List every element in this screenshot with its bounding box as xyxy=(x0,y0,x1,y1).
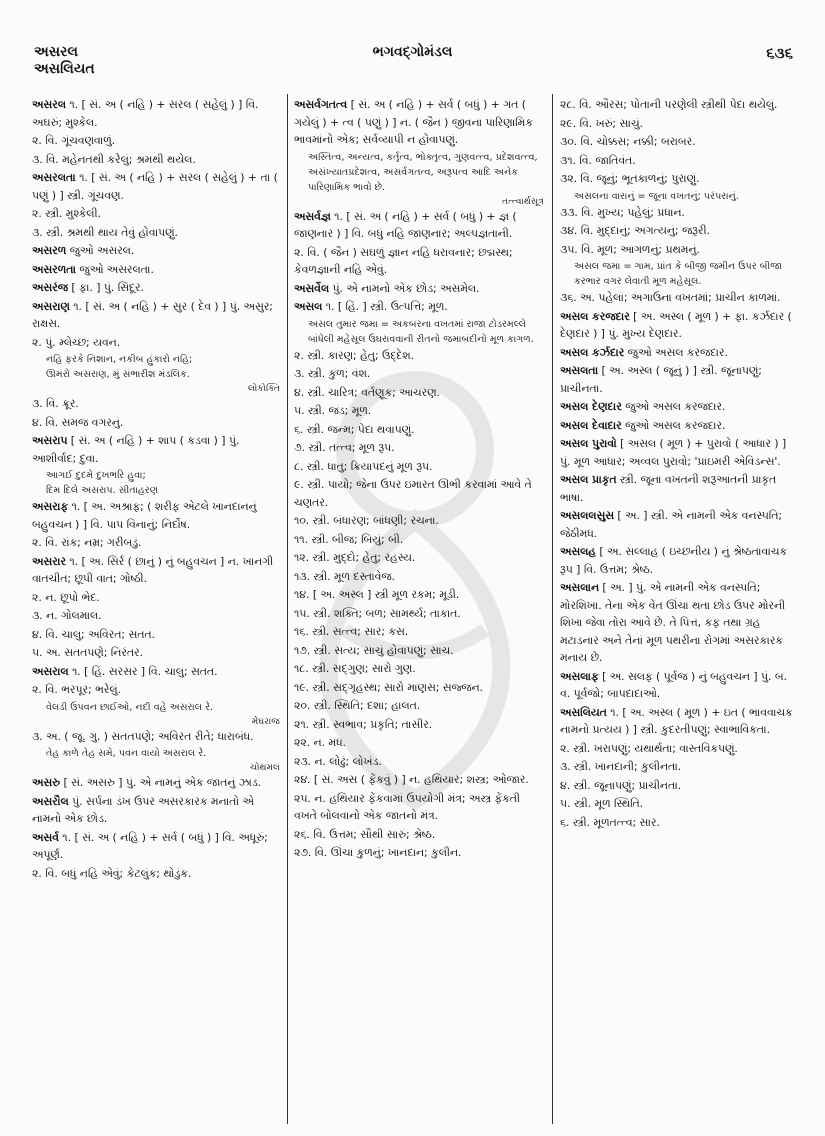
entry-headword: અસરાણ xyxy=(32,299,70,313)
sense-line: ૫. અ. સતતપણે; નિરંતર. xyxy=(32,646,144,659)
sense-line: ૨૬. વિ. ઉત્તમ; સૌથી સારું; શ્રેષ્ઠ. xyxy=(294,827,436,841)
entry-definition: પું. સર્પના ડંખ ઉપર અસરકારક મનાતો એ નામનો એક છોડ. xyxy=(32,794,254,825)
sense-line: ૨૭. વિ. ઊંચા કુળનું; ખાનદાન; કુલીન. xyxy=(294,846,462,859)
entry-definition: ૧. [ સં. અ ( નહિ ) + સુર ( દેવ ) ] પું. અસુર; રાક્ષસ. xyxy=(32,299,273,330)
dictionary-entry xyxy=(32,261,280,279)
sense-line: ૨. સ્ત્રી. ખરાપણું; યથાર્થતા; વાસ્તવિકપણું. xyxy=(560,741,738,755)
quote-source: તત્ત્વાર્થસૂત્ર xyxy=(502,195,544,207)
guideword-last: અસલિયત xyxy=(34,61,95,77)
dictionary-entry xyxy=(32,96,280,131)
sense-line: ૩૩. વિ. મુખ્ય; પહેલું; પ્રધાન. xyxy=(560,205,685,219)
entry-headword: અસર્વેલ xyxy=(294,281,330,295)
sense-line: ૨. વિ. રાંક; નમ્ર; ગરીબડું. xyxy=(32,536,142,549)
sense-line: ૫. સ્ત્રી. જડ; મૂળ. xyxy=(294,404,372,417)
entry-headword: અસરુ xyxy=(32,776,61,789)
entry-headword: અસરળતા xyxy=(32,262,76,276)
sense-line: ૩. સ્ત્રી. શ્રમથી થાય તેવું હોવાપણું. xyxy=(32,225,178,239)
entry-definition: [ અ. સલફ ( પૂર્વજ ) નું બહુવચન ] પું. બ. વ. પૂર્વજો; બાપદાદાઓ. xyxy=(560,669,787,700)
dictionary-entry xyxy=(560,398,798,416)
sense-line: ૩. વિ. ક્રૂર. xyxy=(32,397,79,410)
entry-headword: અસલિયત xyxy=(560,705,607,719)
quote-source: લોકોક્તિ xyxy=(248,383,280,394)
sense-line: ૧૧. સ્ત્રી. બીજ; બિયું; બી. xyxy=(294,532,404,546)
quotation: તેહ કાળે તેહ સમે, પવન વાયો અસરાલ રે. xyxy=(46,748,207,759)
entry-definition: ૧. [ સં. અ ( નહિ ) + સરલ ( સહેલું ) + તા ( પણું ) ] સ્ત્રી. ગૂંચવણ. xyxy=(32,171,278,202)
dictionary-entry xyxy=(560,471,798,506)
entry-headword: અસલ xyxy=(294,300,323,313)
column-divider-1 xyxy=(287,94,288,1124)
column-1 xyxy=(32,96,280,1126)
entry-definition: ૧. [ અ. સિર્ર ( છાનું ) નું બહુવચન ] ન. ખાનગી વાતચીત; છૂપી વાત; ગોષ્ઠી. xyxy=(32,554,274,585)
entry-definition: જુઓ અસલ કરજદાર. xyxy=(621,418,726,432)
dictionary-entry xyxy=(294,96,544,149)
sense-line: ૨. સ્ત્રી. કારણ; હેતુ; ઉદ્દેશ. xyxy=(294,348,415,362)
sense-line: ૧૫. સ્ત્રી. શક્તિ; બળ; સામર્થ્ય; તાકાત. xyxy=(294,606,461,620)
sense-line: ૨૪. [ સં. અસ ( ફેંકવું ) ] ન. હથિયાર; શસ્ત્ર; ઓજાર. xyxy=(294,773,529,786)
entry-definition: [ અ. અસ્લ ( મૂળ ) + ફા. કર્ઝદાર ( દેણદાર ) ] પું. મુખ્ય દેણદાર. xyxy=(560,309,792,340)
quotation: અસલ તુમાર જમા = અકબરના વખતમાં રાજા ટોડરમલ્લે બાંધેલી મહેસૂલ ઉઘરાવવાની રીતનો જમાબંદીનો મૂળ કાગળ. xyxy=(308,318,534,345)
sense-line: ૮. સ્ત્રી. ધાતુ; ક્રિયાપદનું મૂળ રૂપ. xyxy=(294,459,433,473)
dictionary-entry xyxy=(560,543,798,578)
dictionary-entry xyxy=(560,704,798,739)
entry-headword: અસલ કર્ઝદાર xyxy=(560,345,625,359)
quotation: અસલના વારાનું = જૂના વખતનું; પરંપરાનું. xyxy=(574,190,739,202)
entry-definition: [ અસલ ( મૂળ ) + પુરાવો ( આધાર ) ] પું. મૂળ આધાર; અવ્વલ પુરાવો; 'પ્રાઇમરી એવિડન્સ'. xyxy=(560,437,787,468)
entry-headword: અસલ કરજદાર xyxy=(560,309,630,323)
dictionary-entry xyxy=(32,498,280,533)
sense-line: ૧૬. સ્ત્રી. સત્ત્વ; સાર; કસ. xyxy=(294,625,409,638)
column-divider-2 xyxy=(552,94,553,1124)
entry-headword: અસરાર xyxy=(32,554,66,568)
entry-definition: ૧. [ હિં. ] સ્ત્રી. ઉત્પત્તિ; મૂળ. xyxy=(322,300,448,313)
quote-source: ચોથમલ xyxy=(249,762,280,773)
sense-line: ૩૬. અ. પહેલાં; અગાઉના વખતમાં; પ્રાચીન કાળમાં. xyxy=(560,291,781,304)
entry-definition: [ સં. અસરુ ] પું. એ નામનું એક જાતનું ઝાડ. xyxy=(60,776,262,789)
dictionary-entry xyxy=(294,208,544,243)
entry-headword: અસરાપ xyxy=(32,434,68,447)
dictionary-entry xyxy=(294,280,544,298)
sense-line: ૬. સ્ત્રી. મૂળતત્ત્વ; સાર. xyxy=(560,815,660,829)
dictionary-entry xyxy=(32,553,280,588)
dictionary-entry xyxy=(32,169,280,204)
sense-line: ૬. સ્ત્રી. જન્મ; પેદા થવાપણું. xyxy=(294,422,415,436)
entry-headword: અસર્વજ્ઞ xyxy=(294,209,331,223)
entry-definition: [ ફા. ] પું. સિંદૂર. xyxy=(67,281,144,294)
entry-headword: અસલ પુરાવો xyxy=(560,437,617,450)
dictionary-entry xyxy=(560,507,798,542)
sense-line: ૨. વિ. ( જૈન ) સઘળું જ્ઞાન નહિ ધરાવનાર; છદ્મસ્થ; કેવળજ્ઞાની નહિ એવું. xyxy=(294,245,513,276)
entry-headword: અસર્વ xyxy=(32,830,59,844)
sense-line: ૩. સ્ત્રી. ખાનદાની; કુલીનતા. xyxy=(560,760,682,773)
sense-line: ૩. ન. ગોલમાલ. xyxy=(32,609,102,622)
sense-line: ૯. સ્ત્રી. પાયો; જેના ઉપર ઇમારત ઊભી કરવામાં આવે તે ચણતર. xyxy=(294,478,532,509)
entry-definition: ૧. [ સં. અ ( નહિ ) + સર્વ ( બધું ) ] વિ. અધૂરું; અપૂર્ણ. xyxy=(32,830,268,861)
entry-headword: અસરાફ xyxy=(32,500,69,513)
dictionary-entry xyxy=(32,242,280,260)
sense-line: ૨૯. વિ. ખરું; સાચું. xyxy=(560,116,643,130)
quotation: વેલડી ઉપવન છાઈઓ, નદી વહે અસરાલ રે. xyxy=(46,701,214,713)
entry-headword: અસલાન xyxy=(560,581,599,594)
entry-definition: ૧. [ અ. અશ્રાફ; ( શરીફ એટલે ખાનદાનનું બહુવચન ) ] વિ. પાપ વિનાનું; નિર્દોષ. xyxy=(32,500,257,531)
quotation: અસ્તિત્વ, અન્યત્વ, કર્તૃત્વ, ભોક્તૃત્વ, ગુણવત્ત્વ, પ્રદેશવત્ત્વ, અસંખ્યાતપ્રદેશત્વ, અસર્વગતત્વ, અરૂપત્વ આદિ અનેક પારિણામિક ભાવો છે. xyxy=(308,151,538,193)
sense-line: ૨૩. ન. લોઢું; લોખંડ. xyxy=(294,754,382,768)
sense-line: ૩. સ્ત્રી. કુળ; વંશ. xyxy=(294,367,371,380)
quotation: નહિ ફરકે નિશાન, નકીબ હુંકારો નહિ; xyxy=(46,354,193,365)
entry-headword: અસરાલ xyxy=(32,664,69,678)
sense-line: ૩. વિ. મહેનતથી કરેલું; શ્રમથી થયેલ. xyxy=(32,152,196,166)
dictionary-entry xyxy=(32,793,280,828)
sense-line: ૧૮. સ્ત્રી. સદ્ગુણ; સારો ગુણ. xyxy=(294,662,416,675)
entry-definition: જુઓ અસલ કરજદાર. xyxy=(621,400,726,413)
entry-headword: અસલલસુસ xyxy=(560,509,614,522)
sense-line: ૧૨. સ્ત્રી. મુદ્દો; હેતુ; રહસ્ય. xyxy=(294,551,416,564)
entry-headword: અસલ દેણદાર xyxy=(560,400,622,413)
entry-headword: અસરળ xyxy=(32,244,67,257)
sense-line: ૪. સ્ત્રી. ચારિત્ર; વર્તણૂક; આચરણ. xyxy=(294,385,440,399)
entry-headword: અસરલતા xyxy=(32,171,76,184)
sense-line: ૧૦. સ્ત્રી. બંધારણ; બાંધણી; રચના. xyxy=(294,514,439,527)
sense-line: ૧૯. સ્ત્રી. સદ્ગૃહસ્થ; સારો માણસ; સજ્જન. xyxy=(294,680,483,694)
dictionary-entry xyxy=(32,829,280,864)
entry-headword: અસરલ xyxy=(32,98,66,111)
sense-line: ૨. પું. મ્લેચ્છ; યવન. xyxy=(32,335,121,349)
quotation: અસલ જમા = ગામ, પ્રાંત કે બીજી જમીન ઉપર બીજા કરભાર વગર લેવાતી મૂળ મહેસૂલ. xyxy=(574,261,783,287)
entry-definition: [ સં. અ ( નહિ ) + સર્વ ( બધું ) + ગત ( ગયેલું ) + ત્વ ( પણું ) ] ન. ( જૈન ) જીવના પારિણામિક ભાવમાંનો એક; સર્વવ્યાપી ન હોવાપણું. xyxy=(294,98,533,146)
entry-definition: સ્ત્રી. જૂના વખતની શરૂઆતની પ્રાકૃત ભાષા. xyxy=(560,473,777,504)
sense-line: ૨. વિ. ગૂંચવણવાળું. xyxy=(32,134,116,147)
entry-headword: અસર્વગતત્વ xyxy=(294,98,348,111)
page-number: ૬૩૬ xyxy=(766,44,793,62)
sense-line: ૪. સ્ત્રી. જૂનાપણું; પ્રાચીનતા. xyxy=(560,778,682,792)
sense-line: ૩. અ. ( જૂ. ગુ. ) સતતપણે; અવિરત રીતે; ધારાબંધ. xyxy=(32,729,254,743)
entry-definition: [ અ. ] સ્ત્રી. એ નામની એક વનસ્પતિ; જેઠીમધ. xyxy=(560,509,783,540)
entry-headword: અસલ પ્રાકૃત xyxy=(560,473,617,486)
entry-headword: અસરૌલ xyxy=(32,794,69,808)
column-2 xyxy=(294,96,544,1126)
entry-definition: [ અ. અસ્લ ( જૂનું ) ] સ્ત્રી. જૂનાપણું; પ્રાચીનતા. xyxy=(560,364,762,395)
entry-definition: જુઓ અસલ કરજદાર. xyxy=(624,345,728,359)
dictionary-entry xyxy=(560,308,798,343)
sense-line: ૪. વિ. ચાલુ; અવિરત; સતત. xyxy=(32,627,155,641)
dictionary-entry xyxy=(560,668,798,703)
quote-source: મેઘરાજ xyxy=(251,715,280,727)
dictionary-entry xyxy=(294,298,544,316)
sense-line: ૨. ન. છૂપો ભેદ. xyxy=(32,590,100,604)
dictionary-entry xyxy=(32,279,280,297)
sense-line: ૩૨. વિ. જૂનું; ભૂતકાળનું; પુરાણું. xyxy=(560,172,700,185)
entry-headword: અસલહ xyxy=(560,545,596,558)
quotation: આગઈ દુદમે દુખભરિ હુવા; xyxy=(46,470,146,481)
entry-definition: [ અ. સલ્લાહ ( ઇચ્છનીય ) નું શ્રેષ્ઠતાવાચક રૂપ ] વિ. ઉત્તમ; શ્રેષ્ઠ. xyxy=(560,545,788,576)
dictionary-entry xyxy=(560,417,798,435)
column-3 xyxy=(560,96,798,1126)
entry-definition: [ અ. ] પું. એ નામની એક વનસ્પતિ; મોરશિખા. તેના એક વેંત ઊંચા થતા છોડ ઉપર મોરની શિખા જેવા તોરા આવે છે. તે પિત્ત, કફ તથા ગ્રહ મટાડનાર અને તેનાં મૂળ પથરીના રોગમાં અસરકારક મનાય છે. xyxy=(560,581,786,664)
sense-line: ૨. વિ. બધું નહિ એવું; કેટલુંક; થોડુંક. xyxy=(32,866,192,880)
sense-line: ૨૫. ન. હથિયાર ફેંકવામાં ઉપયોગી મંત્ર; અસ્ત્ર ફેંકતી વખતે બોલવાનો એક જાતનો મંત્ર. xyxy=(294,791,520,822)
sense-line: ૨. સ્ત્રી. મુશ્કેલી. xyxy=(32,207,101,220)
sense-line: ૩૫. વિ. મૂળ; આગળનું; પ્રથમનું. xyxy=(560,242,700,256)
entry-definition: ૧. [ સં. અ ( નહિ ) + સર્વ ( બધું ) + જ્ઞ ( જાણનાર ) ] વિ. બધું નહિ જાણનાર; અલ્પજ્ઞતાની. xyxy=(294,209,517,240)
sense-line: ૩૦. વિ. ચોક્કસ; નક્કી; બરાબર. xyxy=(560,135,696,148)
dictionary-entry xyxy=(560,344,798,362)
sense-line: ૨૮. વિ. ઔરસ; પોતાની પરણેલી સ્ત્રીથી પેદા થયેલું. xyxy=(560,98,778,111)
entry-definition: ૧. [ હિં. સરસર ] વિ. ચાલુ; સતત. xyxy=(68,664,218,678)
entry-definition: પું. એ નામનો એક છોડ; અસમેલ. xyxy=(329,281,480,295)
sense-line: ૨૨. ન. મધ. xyxy=(294,736,346,749)
entry-definition: જુઓ અસરલ. xyxy=(66,244,135,257)
sense-line: ૭. સ્ત્રી. તત્ત્વ; મૂળ રૂપ. xyxy=(294,441,395,454)
sense-line: ૩૪. વિ. મુદ્દાનું; અગત્યનું; જરૂરી. xyxy=(560,224,711,237)
dictionary-entry xyxy=(32,663,280,681)
guideword-first: અસરલ xyxy=(34,44,78,60)
dictionary-entry xyxy=(560,362,798,397)
quotation: ઊમરો અસરાણ, મું સંભારીશ મંડલિક. xyxy=(46,369,190,380)
dictionary-entry xyxy=(560,435,798,470)
sense-line: ૧૪. [ અ. અસ્લ ] સ્ત્રી મૂળ રકમ; મૂડી. xyxy=(294,588,460,601)
dictionary-entry xyxy=(560,579,798,667)
dictionary-entry xyxy=(32,298,280,333)
sense-line: ૧૭. સ્ત્રી. સત્ય; સાચું હોવાપણું; સાચ. xyxy=(294,643,454,657)
entry-definition: ૧. [ અ. અસ્લ ( મૂળ ) + ઇત ( ભાવવાચક નામનો પ્રત્યય ) ] સ્ત્રી. કુદરતીપણું; સ્વાભાવિકતા. xyxy=(560,705,793,736)
sense-line: ૧૩. સ્ત્રી. મૂળ દસ્તાવેજ. xyxy=(294,569,395,583)
entry-definition: ૧. [ સં. અ ( નહિ ) + સરલ ( સહેલું ) ] વિ. અઘરું; મુશ્કેલ. xyxy=(32,98,259,129)
entry-definition: [ સં. અ ( નહિ ) + શાપ ( કડવા ) ] પું. આશીર્વાદ; દુવા. xyxy=(32,434,240,465)
quotation: દિમ દિલે અસરાપ. સીતાહરણ xyxy=(46,485,159,496)
entry-headword: અસલાફ xyxy=(560,669,599,683)
sense-line: ૩૧. વિ. જાતિવંત. xyxy=(560,153,636,167)
sense-line: ૨૧. સ્ત્રી. સ્વભાવ; પ્રકૃતિ; તાસીર. xyxy=(294,717,433,731)
sense-line: ૪. વિ. સમજ વગરનું. xyxy=(32,415,124,429)
book-title: ભગવદ્ગોમંડલ xyxy=(372,44,453,60)
entry-headword: અસલતા xyxy=(560,364,599,377)
dictionary-entry xyxy=(32,432,280,467)
entry-headword: અસલ દેવાદાર xyxy=(560,418,622,432)
entry-headword: અસરંજ xyxy=(32,281,68,294)
sense-line: ૫. સ્ત્રી. મૂળ સ્થિતિ. xyxy=(560,797,644,810)
sense-line: ૨૦. સ્ત્રી. સ્થિતિ; દશા; હાલત. xyxy=(294,699,421,712)
sense-line: ૨. વિ. ભરપૂર; ભરેલું. xyxy=(32,683,121,696)
entry-definition: જુઓ અસરલતા. xyxy=(75,262,154,276)
dictionary-entry xyxy=(32,774,280,792)
